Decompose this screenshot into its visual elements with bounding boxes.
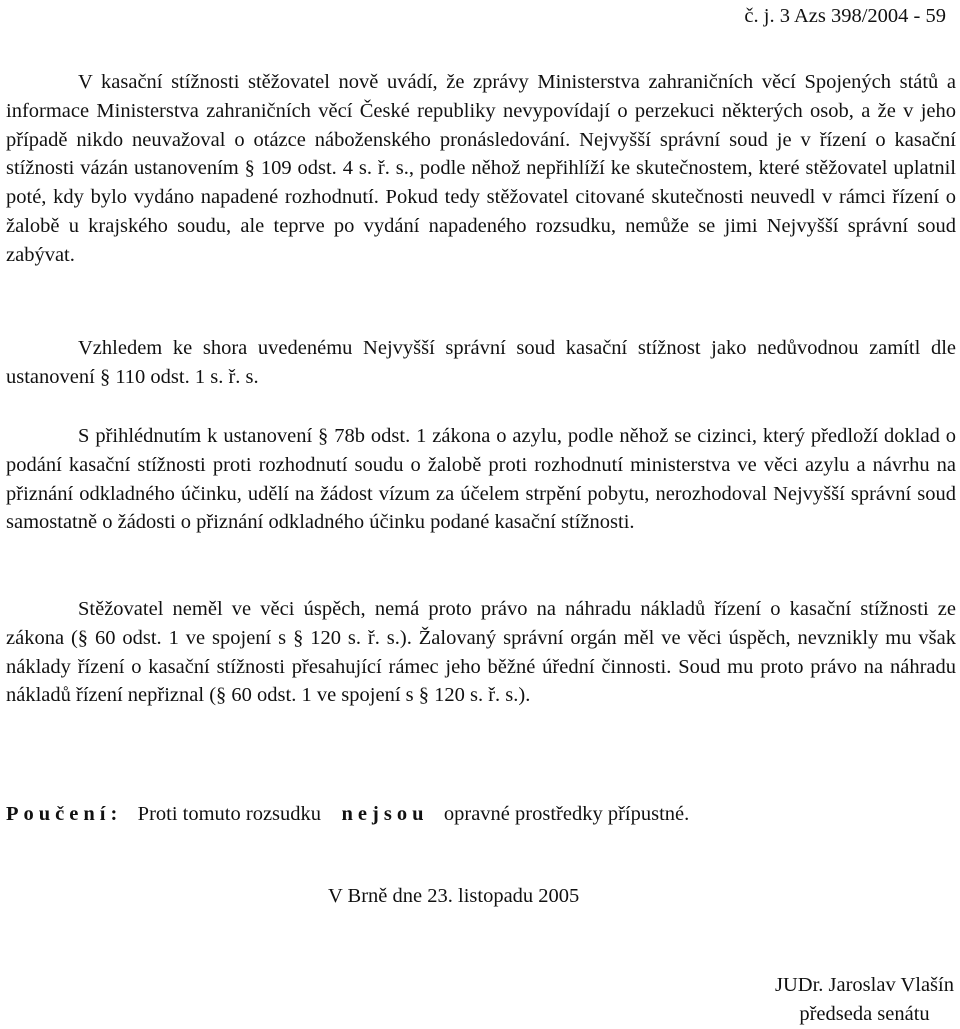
paragraph-text: S přihlédnutím k ustanovení § 78b odst. 1 zákona o azylu, podle něhož se cizinci, který předloží doklad o podání kasační stížnosti proti rozhodnutí soudu o žalobě proti rozhodnutí ministerstva ve věci azylu a návrhu na přiznání odkladného účinku, udělí na žádost vízum za účelem strpění pobytu, nerozhodoval Nejvyšší správní soud samostatně o žádosti o přiznání odkladného účinku podané kasační stížnosti. bbox=[6, 425, 956, 534]
paragraph-dismissal bbox=[6, 334, 956, 392]
legal-instruction bbox=[6, 800, 689, 829]
instruction-emphasis: nejsou bbox=[341, 803, 429, 825]
paragraph-text: Vzhledem ke shora uvedenému Nejvyšší správní soud kasační stížnost jako nedůvodnou zamítl dle ustanovení § 110 odst. 1 s. ř. s. bbox=[6, 337, 956, 388]
paragraph-costs bbox=[6, 595, 956, 710]
instruction-text-after: opravné prostředky přípustné. bbox=[443, 803, 690, 825]
signatory-name: JUDr. Jaroslav Vlašín bbox=[775, 974, 954, 996]
signatory-title: předseda senátu bbox=[799, 1002, 930, 1025]
signature-block bbox=[775, 971, 954, 1029]
instruction-label: Poučení: bbox=[6, 803, 123, 825]
instruction-text-before: Proti tomuto rozsudku bbox=[137, 803, 322, 825]
paragraph-text: V kasační stížnosti stěžovatel nově uvádí, že zprávy Ministerstva zahraničních věcí Spojených států a informace Ministerstva zahraničních věcí České republiky nevypovídají o perzekuci některých osob, a že v jeho případě nikdo neuvažoval o otázce náboženského pronásledování. Nejvyšší správní soud je v řízení o kasační stížnosti vázán ustanovením § 109 odst. 4 s. ř. s., podle něhož nepřihlíží ke skutečnostem, které stěžovatel uplatnil poté, kdy bylo vydáno napadené rozhodnutí. Pokud tedy stěžovatel citované skutečnosti neuvedl v rámci řízení o žalobě u krajského soudu, ale teprve po vydání napadeného rozsudku, nemůže se jimi Nejvyšší správní soud zabývat. bbox=[6, 71, 956, 266]
paragraph-suspensive-effect bbox=[6, 422, 956, 537]
paragraph-text: Stěžovatel neměl ve věci úspěch, nemá proto právo na náhradu nákladů řízení o kasační stížnosti ze zákona (§ 60 odst. 1 ve spojení s § 120 s. ř. s.). Žalovaný správní orgán měl ve věci úspěch, nevznikly mu však náklady řízení o kasační stížnosti přesahující rámec jeho běžné úřední činnosti. Soud mu proto právo na náhradu nákladů řízení nepřiznal (§ 60 odst. 1 ve spojení s § 120 s. ř. s.). bbox=[6, 598, 956, 707]
place-date: V Brně dne 23. listopadu 2005 bbox=[328, 885, 580, 907]
paragraph-cassation-complaint bbox=[6, 68, 956, 270]
case-reference: č. j. 3 Azs 398/2004 - 59 bbox=[744, 5, 946, 27]
